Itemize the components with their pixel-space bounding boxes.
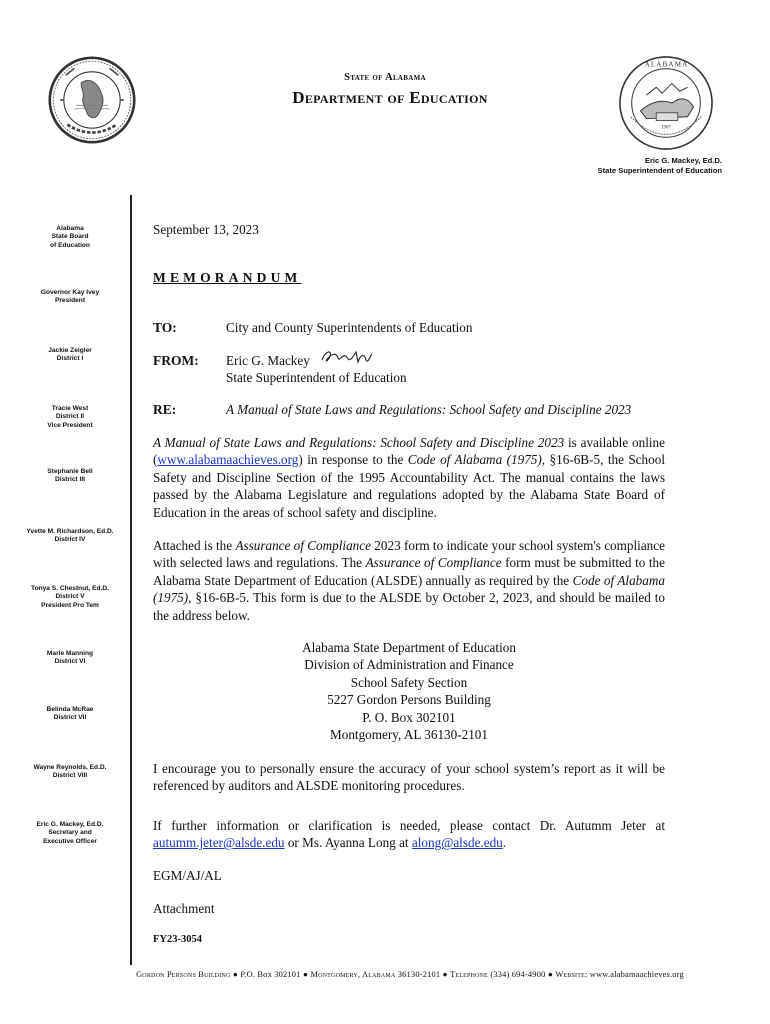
paragraph-manual-availability [153,434,665,521]
board-member [20,650,120,667]
initials: EGM/AJ/AL [153,868,222,883]
superintendent-block [598,156,722,175]
board-member-line: District VII [53,714,87,722]
board-member [20,764,120,781]
board-member-line: Vice President [47,421,93,429]
from-name: Eric G. Mackey [226,353,310,368]
from-label: FROM: [153,353,199,368]
footer-phone: (334) 694-4900 [490,970,546,979]
form-name: Assurance of Compliance [235,538,371,553]
address-line: Alabama State Department of Education [302,640,516,655]
board-member-line: District IV [54,536,86,544]
board-member-line: President [54,297,86,305]
manual-title: A Manual of State Laws and Regulations: School Safety and Discipline 2023 [153,435,565,450]
vertical-divider [130,195,132,965]
board-member-line: District VIII [52,772,88,780]
board-member-line: Secretary and [48,829,92,837]
long-email-link[interactable]: along@alsde.edu [411,835,503,851]
p1-text-3: §16-6B-5, the School Safety and Discipline Section of the 1995 Accountability Act. The manual contains the laws passed by the Alabama Legislature and regulations adopted by the Alabama State Board of Education in the areas of school safety and discipline. [153,452,666,520]
board-member-line: of Education [50,241,90,249]
board-member-line: Tracie West [51,405,89,412]
to-value: City and County Superintendents of Education [226,320,473,335]
memo-date: September 13, 2023 [153,222,259,237]
state-heading: State of Alabama [344,72,426,83]
address-line: P. O. Box 302101 [362,709,456,725]
jeter-email-link[interactable]: autumm.jeter@alsde.edu [153,835,285,851]
board-member [20,528,120,545]
board-member-line: State Board [51,233,89,241]
footer-phone-label: Telephone [450,970,489,979]
board-member-line: Jackie Zeigler [48,347,92,354]
memo-heading: MEMORANDUM [153,270,302,285]
p2-text-3: form must be submitted to the Alabama State Department of Education (ALSDE) annually as required by the [153,555,665,588]
mailing-address [153,639,665,743]
file-number: FY23-3054 [153,934,202,945]
board-member-line: Tonya S. Chestnut, Ed.D. [31,585,109,592]
p4-text-2: or Ms. Ayanna Long at [284,835,412,851]
address-line: School Safety Section [350,674,468,690]
board-member-line: President Pro Tem [41,601,99,609]
to-label: TO: [153,320,177,335]
board-member-line: Wayne Reynolds, Ed.D. [33,764,107,771]
p1-text-1: is available online ( [153,435,665,468]
footer-website[interactable]: www.alabamaachieves.org [589,970,684,979]
paragraph-assurance-form [153,537,665,624]
superintendent-name: Eric G. Mackey, Ed.D. [644,156,722,165]
address-line: Montgomery, AL 36130-2101 [330,727,488,743]
address-line: 5227 Gordon Persons Building [327,692,491,708]
re-value: A Manual of State Laws and Regulations: School Safety and Discipline 2023 [226,402,632,417]
paragraph-accuracy: I encourage you to personally ensure the accuracy of your school system’s report as it will be referenced by auditors and ALSDE monitoring procedures. [153,761,665,794]
board-member-line: Governor Kay Ivey [40,289,100,296]
board-member-line: District I [56,355,84,363]
address-line: Division of Administration and Finance [304,657,514,673]
signature-image [318,346,374,370]
board-member [20,225,120,250]
paragraph-contact [153,817,665,852]
board-member-line: Executive Officer [43,837,97,845]
board-member-line: Alabama [56,225,84,232]
code-citation: Code of Alabama (1975), [407,452,546,468]
board-member-line: District VI [54,658,86,666]
board-member-line: District V [55,593,85,601]
board-member [20,347,120,364]
p2-text-2: 2023 form to indicate your school system's compliance with selected laws and regulations. The [153,538,665,571]
board-member [20,405,120,430]
board-member [20,468,120,485]
footer-building: Gordon Persons Building [136,970,231,979]
svg-text:1907: 1907 [661,125,671,131]
footer-box: P.O. Box 302101 [240,970,301,979]
footer-contact: Gordon Persons Building ● P.O. Box 302101 ● Montgomery, Alabama 36130-2101 ● Telephone (334) 694-4900 ● Website: www.alabamaachieves.org [136,970,684,979]
from-title: State Superintendent of Education [226,370,407,385]
attachment-note: Attachment [153,901,215,916]
board-member [20,585,120,610]
code-citation-2: Code of Alabama (1975), [153,572,665,606]
p4-text-1: If further information or clarification is needed, please contact Dr. Autumm Jeter at [153,818,665,833]
board-member [20,706,120,723]
p4-text-3: . [502,835,507,851]
p1-text-2: ) in response to the [298,452,408,468]
superintendent-title: State Superintendent of Education [597,165,722,175]
board-member-line: Marie Manning [46,650,94,657]
board-member-line: District II [55,413,85,421]
alabamaachieves-link[interactable]: www.alabamaachieves.org [157,452,299,468]
svg-text:A L A B A M A: A L A B A M A [644,61,688,69]
board-member-line: District III [54,476,86,484]
board-member [20,289,120,306]
p2-text-4: §16-6B-5. This form is due to the ALSDE by October 2, 2023, and should be mailed to the address below. [153,590,665,623]
footer-web-label: Website: [555,970,588,979]
board-member-line: Belinda McRae [46,706,94,713]
board-member-line: Stephanie Bell [47,468,93,475]
re-label: RE: [153,402,177,417]
form-name-2: Assurance of Compliance [365,555,502,571]
footer-city: Montgomery, Alabama 36130-2101 [310,970,441,979]
board-member-line: Yvette M. Richardson, Ed.D. [26,528,114,535]
p2-text-1: Attached is the [153,538,236,553]
department-heading: Department of Education [292,88,488,107]
board-member-line: Eric G. Mackey, Ed.D. [36,821,104,828]
board-member [20,821,120,846]
